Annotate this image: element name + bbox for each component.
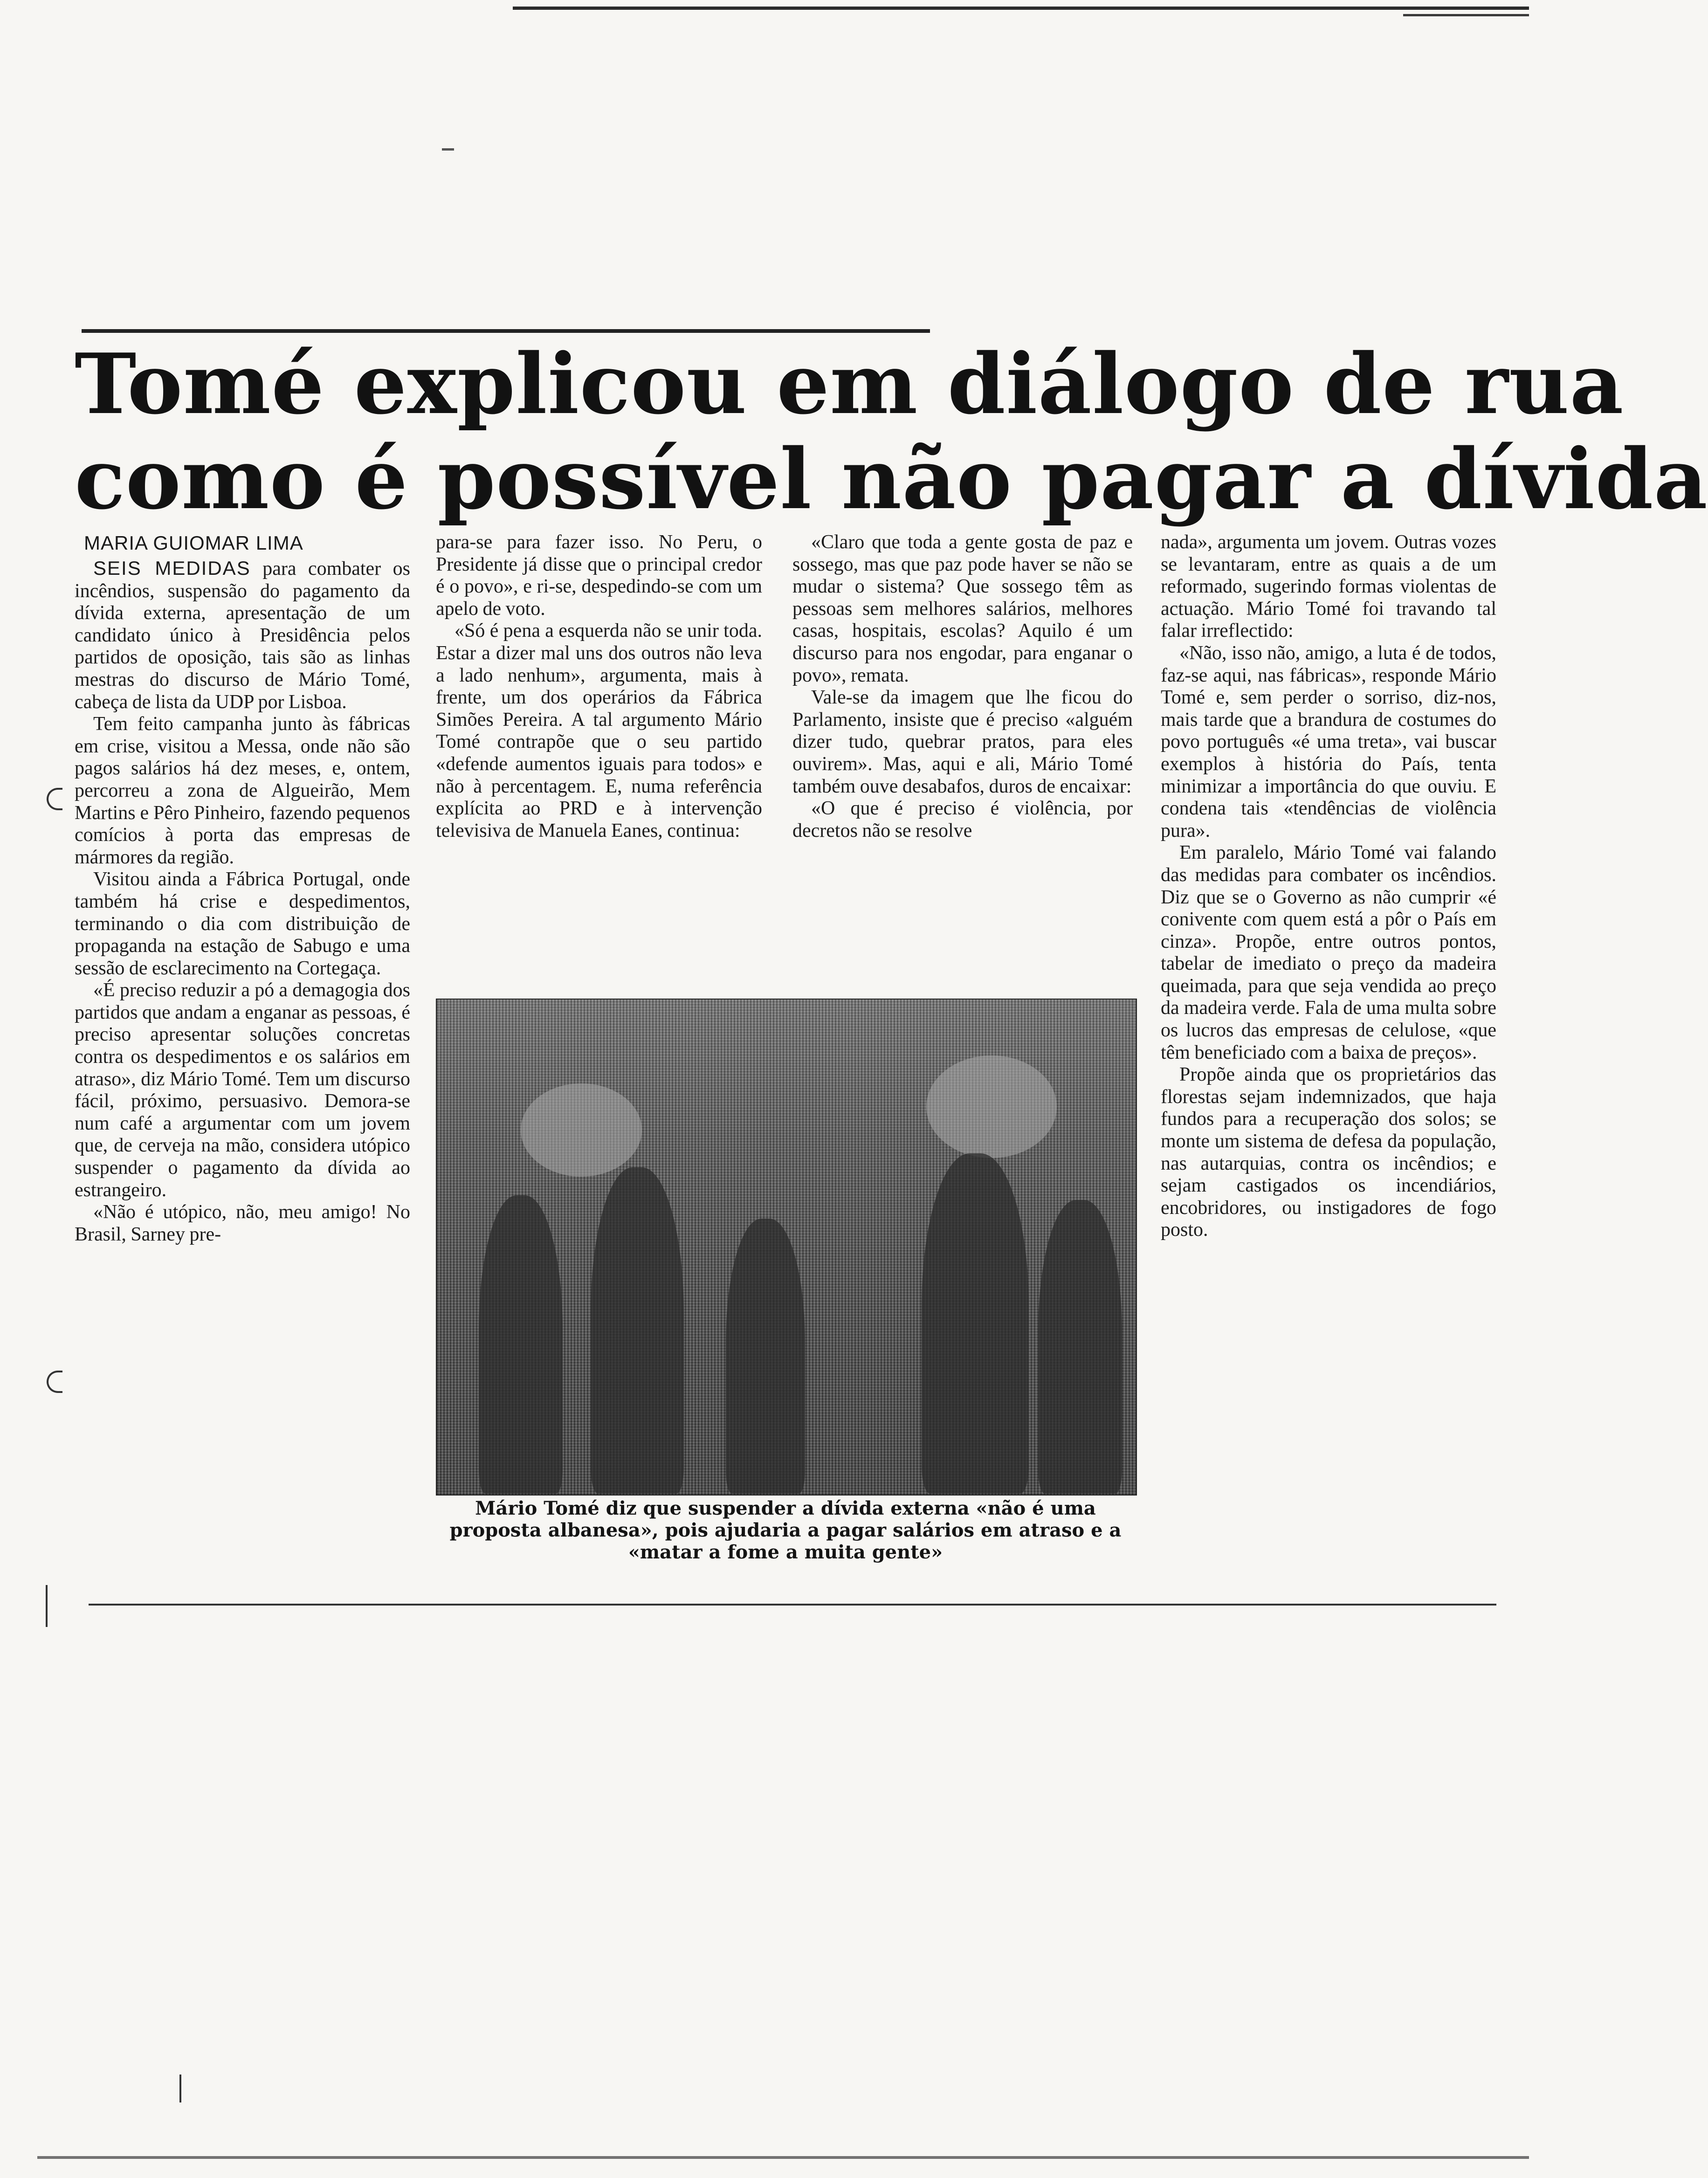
margin-mark — [47, 1371, 62, 1393]
headline-rule — [82, 329, 930, 333]
paragraph-text: para combater os incêndios, suspensão do pagamento da dívida externa, apresentação de um candidato único à Presidência pelos partidos de oposição, tais são as linhas mestras do discurso de Mário Tomé, cabeça de lista da UDP por Lisboa. — [75, 558, 410, 713]
photo-figure — [479, 1195, 563, 1494]
news-photo — [436, 999, 1137, 1496]
paragraph: «O que é preciso é violência, por decretos não se resolve — [792, 798, 1133, 841]
paragraph: Tem feito campanha junto às fábricas em crise, visitou a Messa, onde não são pagos salários há dez meses, e, ontem, percorreu a zona de Algueirão, Mem Martins e Pêro Pinheiro, fazendo pequenos comícios à porta das empresas de mármores da região. — [75, 713, 410, 868]
photo-figure — [1038, 1200, 1122, 1494]
headline-line-1: Tomé explicou em diálogo de rua — [75, 335, 1624, 433]
paragraph: «Não, isso não, amigo, a luta é de todos, faz-se aqui, nas fábricas», responde Mário Tomé e, sem perder o sorriso, diz-nos, mais tarde que a brandura de costumes do povo português «é uma treta», vai buscar exemplos à história do País, tenta minimizar a importância do que ouviu. E condena tais «tendências de violência pura». — [1161, 642, 1496, 841]
top-rule-right — [1403, 14, 1529, 16]
byline: MARIA GUIOMAR LIMA — [84, 532, 303, 554]
margin-mark — [47, 788, 62, 810]
paragraph: Vale-se da imagem que lhe ficou do Parlamento, insiste que é preciso «alguém dizer tudo, quebrar pratos, para eles ouvirem». Mas, aqui e ali, Mário Tomé também ouve desabafos, duros de encaixar: — [792, 687, 1133, 797]
photo-figure — [726, 1219, 805, 1494]
margin-tick — [46, 1585, 48, 1627]
paragraph: para-se para fazer isso. No Peru, o Presidente já disse que o principal credor é o povo», e ri-se, despedindo-se com um apelo de voto. — [436, 531, 762, 620]
article-column-1 — [75, 557, 410, 1246]
paragraph: «Não é utópico, não, meu amigo! No Brasil, Sarney pre- — [75, 1201, 410, 1245]
lead-kicker: SEIS MEDIDAS — [93, 557, 251, 579]
paragraph: Visitou ainda a Fábrica Portugal, onde também há crise e despedimentos, terminando o dia com distribuição de propaganda na estação de Sabugo e uma sessão de esclarecimento na Cortegaça. — [75, 868, 410, 979]
top-rule — [513, 7, 1529, 10]
paragraph — [75, 557, 410, 713]
page-bottom-edge — [37, 2156, 1529, 2159]
article-column-2 — [436, 531, 762, 842]
headline-line-2: como é possível não pagar a dívida — [75, 430, 1708, 528]
paragraph: «É preciso reduzir a pó a demagogia dos partidos que andam a enganar as pessoas, é preciso apresentar soluções concretas contra os despedimentos e os salários em atraso», diz Mário Tomé. Tem um discurso fácil, próximo, persuasivo. Demora-se num café a argumentar com um jovem que, de cerveja na mão, considera utópico suspender o pagamento da dívida ao estrangeiro. — [75, 979, 410, 1201]
bottom-rule — [89, 1604, 1496, 1606]
paragraph: Propõe ainda que os proprietários das florestas sejam indemnizados, que haja fundos para a recuperação dos solos; se monte um sistema de defesa da população, nas autarquias, contra os incêndios; e sejam castigados os incendiários, encobridores, ou instigadores de fogo posto. — [1161, 1064, 1496, 1241]
photo-highlight — [521, 1083, 642, 1177]
photo-figure — [922, 1153, 1029, 1494]
headline — [75, 335, 1708, 528]
margin-tick — [179, 2075, 181, 2102]
paragraph: «Claro que toda a gente gosta de paz e sossego, mas que paz pode haver se não se mudar o sistema? Que sossego têm as pessoas sem melhores salários, melhores casas, hospitais, escolas? Aquilo é um discurso para nos engodar, para enganar o povo», remata. — [792, 531, 1133, 686]
paragraph: «Só é pena a esquerda não se unir toda. Estar a dizer mal uns dos outros não leva a lado nenhum», argumenta, mais à frente, um dos operários da Fábrica Simões Pereira. A tal argumento Mário Tomé contrapõe que o seu partido «defende aumentos iguais para todos» e não à percentagem. E, numa referência explícita ao PRD e à intervenção televisiva de Manuela Eanes, continua: — [436, 620, 762, 841]
stray-mark — [442, 148, 454, 151]
paragraph: nada», argumenta um jovem. Outras vozes se levantaram, entre as quais a de um reformado, sugerindo formas violentas de actuação. Mário Tomé foi travando tal falar irreflectido: — [1161, 531, 1496, 642]
photo-highlight — [926, 1055, 1057, 1158]
article-column-4 — [1161, 531, 1496, 1241]
photo-caption: Mário Tomé diz que suspender a dívida externa «não é uma proposta albanesa», pois ajudaria a pagar salários em atraso e a «matar a fome a muita gente» — [449, 1497, 1122, 1563]
photo-figure — [591, 1167, 684, 1494]
article-column-3 — [792, 531, 1133, 842]
paragraph: Em paralelo, Mário Tomé vai falando das medidas para combater os incêndios. Diz que se o Governo as não cumprir «é conivente com quem está a pôr o País em cinza». Propõe, entre outros pontos, tabelar de imediato o preço da madeira queimada, para que seja vendida ao preço da madeira verde. Fala de uma multa sobre os lucros das empresas de celulose, «que têm beneficiado com a baixa de preços». — [1161, 842, 1496, 1063]
